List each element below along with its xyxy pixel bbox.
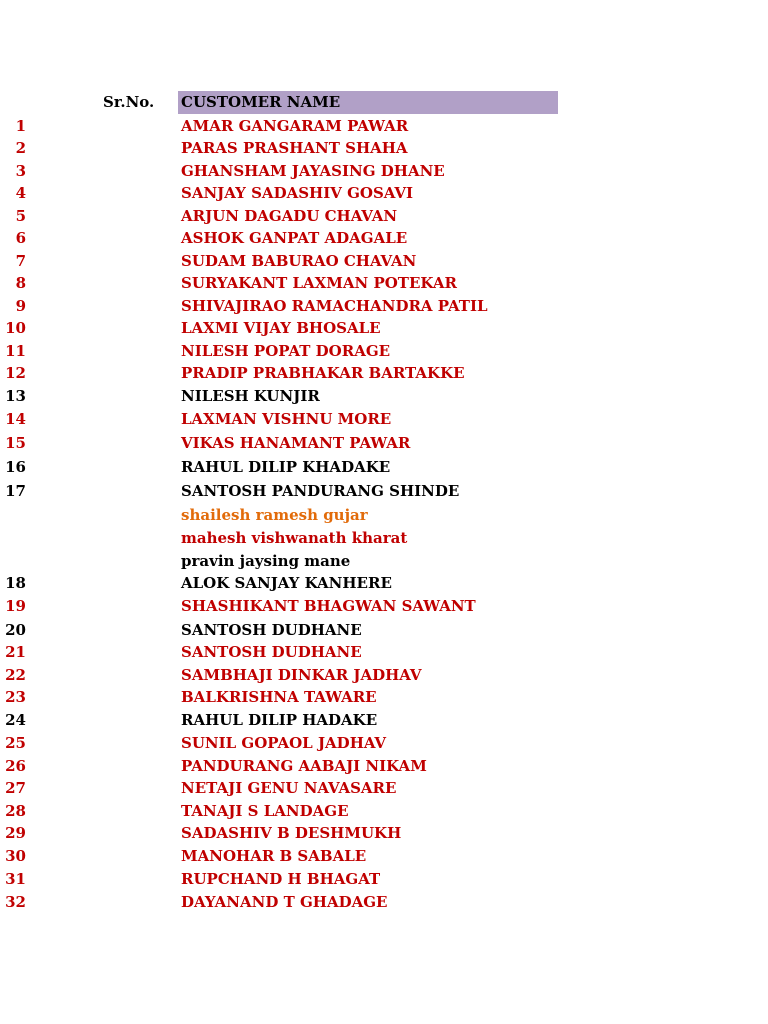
list-item	[0, 296, 620, 316]
customer-name: SURYAKANT LAXMAN POTEKAR	[181, 274, 457, 292]
list-item	[0, 733, 620, 753]
list-item	[0, 801, 620, 821]
serial-number: 18	[5, 574, 26, 592]
customer-name: MANOHAR B SABALE	[181, 847, 367, 865]
serial-number: 1	[15, 117, 26, 135]
customer-name: SUNIL GOPAOL JADHAV	[181, 734, 387, 752]
customer-name: AMAR GANGARAM PAWAR	[181, 117, 409, 135]
customer-name: TANAJI S LANDAGE	[181, 802, 349, 820]
customer-name: PANDURANG AABAJI NIKAM	[181, 757, 427, 775]
customer-name: RAHUL DILIP HADAKE	[181, 711, 378, 729]
list-item	[0, 551, 620, 571]
customer-name: SANJAY SADASHIV GOSAVI	[181, 184, 414, 202]
list-item	[0, 892, 620, 912]
customer-name: PRADIP PRABHAKAR BARTAKKE	[181, 364, 465, 382]
list-item	[0, 206, 620, 226]
customer-name: RUPCHAND H BHAGAT	[181, 870, 381, 888]
customer-name: mahesh vishwanath kharat	[181, 529, 408, 547]
sr-no-header: Sr.No.	[103, 93, 155, 111]
list-item	[0, 183, 620, 203]
list-item	[0, 386, 620, 406]
list-item	[0, 481, 620, 501]
customer-name: shailesh ramesh gujar	[181, 506, 368, 524]
list-item	[0, 869, 620, 889]
serial-number: 31	[5, 870, 26, 888]
list-item	[0, 823, 620, 843]
serial-number: 16	[5, 458, 26, 476]
customer-name: LAXMI VIJAY BHOSALE	[181, 319, 381, 337]
list-item	[0, 665, 620, 685]
list-item	[0, 363, 620, 383]
serial-number: 28	[5, 802, 26, 820]
list-item	[0, 573, 620, 593]
serial-number: 3	[15, 162, 26, 180]
serial-number: 19	[5, 597, 26, 615]
serial-number: 4	[15, 184, 26, 202]
serial-number: 27	[5, 779, 26, 797]
serial-number: 15	[5, 434, 26, 452]
customer-name: ALOK SANJAY KANHERE	[181, 574, 392, 592]
serial-number: 12	[5, 364, 26, 382]
list-item	[0, 457, 620, 477]
serial-number: 30	[5, 847, 26, 865]
customer-name: PARAS PRASHANT SHAHA	[181, 139, 408, 157]
serial-number: 10	[5, 319, 26, 337]
list-item	[0, 116, 620, 136]
customer-name: SAMBHAJI DINKAR JADHAV	[181, 666, 422, 684]
customer-name-header: CUSTOMER NAME	[178, 91, 558, 114]
customer-name: ARJUN DAGADU CHAVAN	[181, 207, 398, 225]
serial-number: 23	[5, 688, 26, 706]
customer-name: NETAJI GENU NAVASARE	[181, 779, 397, 797]
customer-name: SHASHIKANT BHAGWAN SAWANT	[181, 597, 476, 615]
customer-name: GHANSHAM JAYASING DHANE	[181, 162, 445, 180]
list-item	[0, 528, 620, 548]
serial-number: 26	[5, 757, 26, 775]
customer-name: DAYANAND T GHADAGE	[181, 893, 388, 911]
customer-name: SANTOSH DUDHANE	[181, 621, 362, 639]
list-item	[0, 710, 620, 730]
serial-number: 17	[5, 482, 26, 500]
list-item	[0, 642, 620, 662]
serial-number: 2	[15, 139, 26, 157]
customer-name: SUDAM BABURAO CHAVAN	[181, 252, 417, 270]
list-item	[0, 273, 620, 293]
list-item	[0, 251, 620, 271]
list-item	[0, 318, 620, 338]
serial-number: 22	[5, 666, 26, 684]
customer-name: RAHUL DILIP KHADAKE	[181, 458, 391, 476]
customer-name: SHIVAJIRAO RAMACHANDRA PATIL	[181, 297, 488, 315]
serial-number: 20	[5, 621, 26, 639]
customer-name: BALKRISHNA TAWARE	[181, 688, 377, 706]
list-item	[0, 687, 620, 707]
customer-name: SANTOSH DUDHANE	[181, 643, 362, 661]
serial-number: 9	[15, 297, 26, 315]
list-item	[0, 161, 620, 181]
serial-number: 32	[5, 893, 26, 911]
serial-number: 5	[15, 207, 26, 225]
serial-number: 13	[5, 387, 26, 405]
list-item	[0, 228, 620, 248]
customer-name: ASHOK GANPAT ADAGALE	[181, 229, 408, 247]
list-item	[0, 756, 620, 776]
customer-name: VIKAS HANAMANT PAWAR	[181, 434, 411, 452]
serial-number: 8	[15, 274, 26, 292]
list-item	[0, 341, 620, 361]
list-item	[0, 505, 620, 525]
serial-number: 11	[5, 342, 26, 360]
serial-number: 29	[5, 824, 26, 842]
customer-name: LAXMAN VISHNU MORE	[181, 410, 392, 428]
list-item	[0, 596, 620, 616]
serial-number: 7	[15, 252, 26, 270]
list-item	[0, 778, 620, 798]
customer-name: NILESH KUNJIR	[181, 387, 320, 405]
serial-number: 21	[5, 643, 26, 661]
list-item	[0, 138, 620, 158]
serial-number: 24	[5, 711, 26, 729]
serial-number: 25	[5, 734, 26, 752]
list-item	[0, 409, 620, 429]
customer-name: SADASHIV B DESHMUKH	[181, 824, 402, 842]
serial-number: 6	[15, 229, 26, 247]
customer-name: SANTOSH PANDURANG SHINDE	[181, 482, 460, 500]
list-item	[0, 620, 620, 640]
customer-name: pravin jaysing mane	[181, 552, 351, 570]
customer-name: NILESH POPAT DORAGE	[181, 342, 391, 360]
list-item	[0, 433, 620, 453]
serial-number: 14	[5, 410, 26, 428]
list-item	[0, 846, 620, 866]
